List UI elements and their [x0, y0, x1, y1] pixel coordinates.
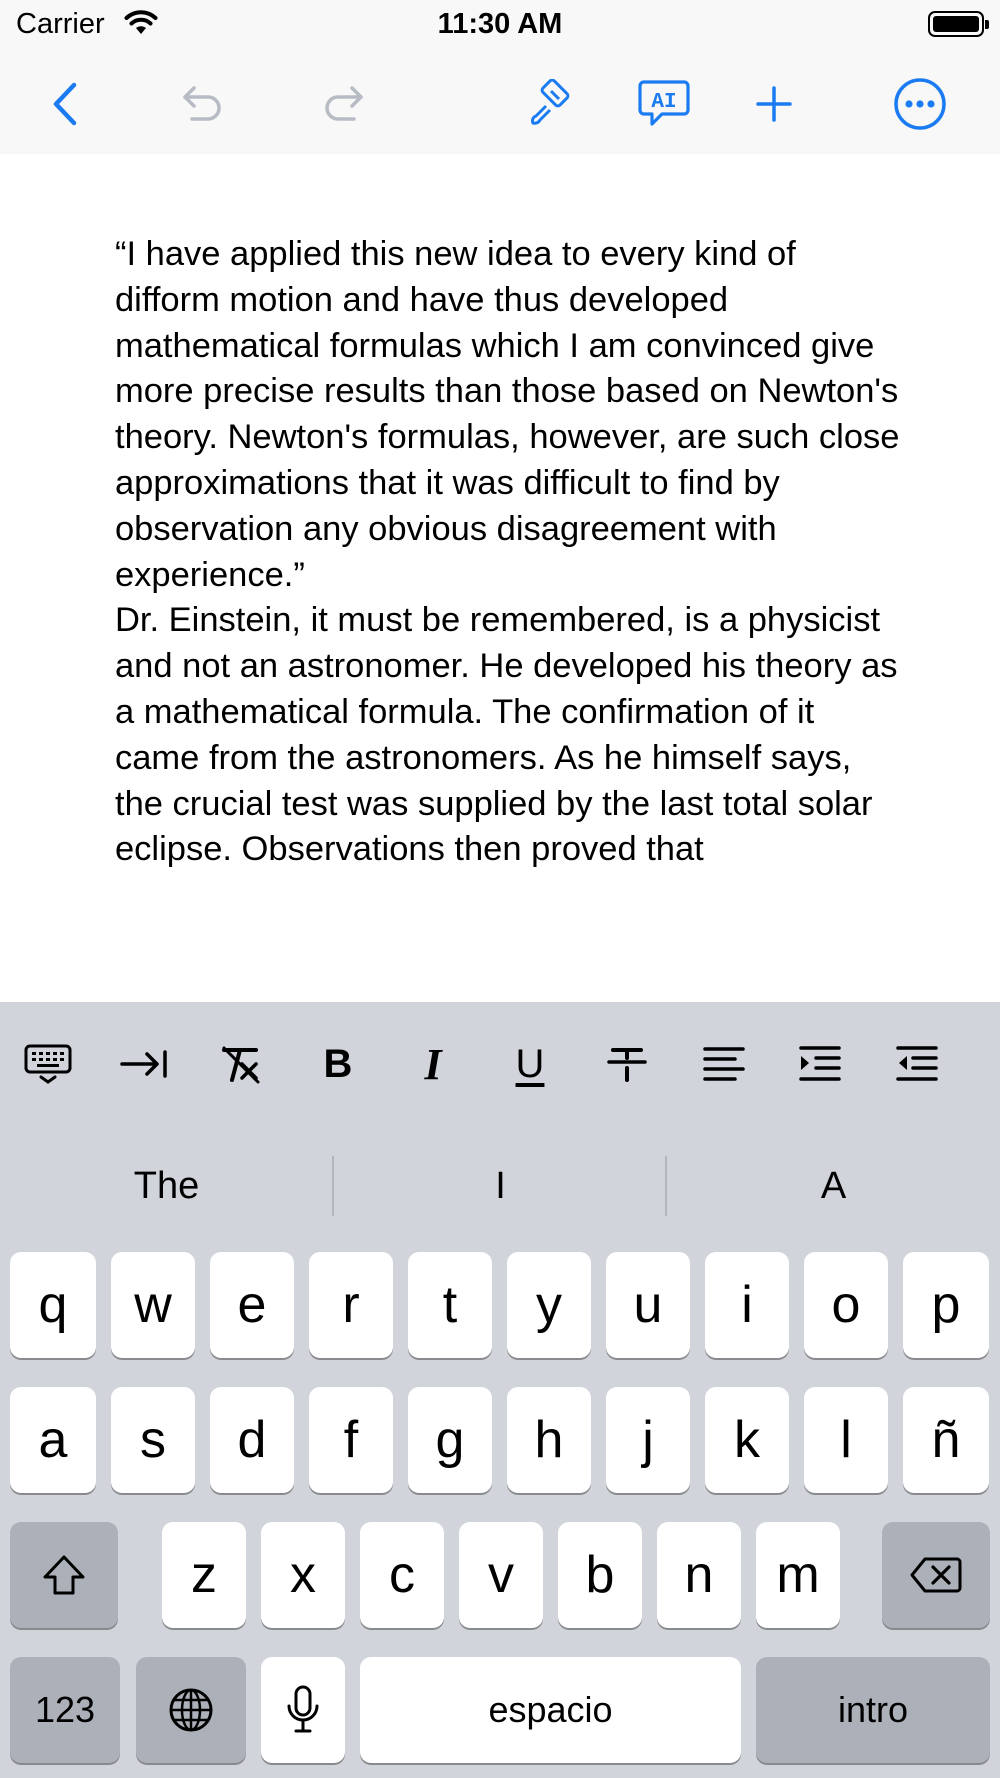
key-x[interactable]: x — [261, 1522, 345, 1628]
format-bar — [0, 1002, 1000, 1120]
svg-text:AI: AI — [651, 91, 677, 114]
paintbrush-icon — [523, 79, 573, 129]
key-z[interactable]: z — [162, 1522, 246, 1628]
ai-chat-icon — [636, 78, 692, 130]
return-key[interactable]: intro — [756, 1657, 990, 1763]
battery-icon — [928, 11, 984, 37]
suggestion-item[interactable]: The — [133, 1164, 200, 1207]
key-g[interactable]: g — [408, 1387, 492, 1493]
key-n-tilde[interactable]: ñ — [903, 1387, 989, 1493]
key-m[interactable]: m — [756, 1522, 840, 1628]
shift-key[interactable] — [10, 1522, 118, 1628]
indent-decrease-icon — [895, 1044, 939, 1084]
suggestion-item[interactable]: I — [495, 1164, 506, 1207]
add-button[interactable] — [742, 72, 806, 136]
keyboard-area — [0, 1002, 1000, 1778]
globe-icon — [167, 1686, 215, 1734]
microphone-icon — [285, 1684, 321, 1736]
suggestion-bar — [0, 1120, 1000, 1254]
tab-arrow-icon — [119, 1049, 169, 1079]
document-body[interactable] — [115, 232, 905, 873]
key-a[interactable]: a — [10, 1387, 96, 1493]
clear-formatting-icon — [218, 1044, 262, 1084]
shift-icon — [41, 1553, 87, 1597]
key-f[interactable]: f — [309, 1387, 393, 1493]
key-l[interactable]: l — [804, 1387, 888, 1493]
key-b[interactable]: b — [558, 1522, 642, 1628]
key-i[interactable]: i — [705, 1252, 789, 1358]
ellipsis-circle-icon — [893, 77, 947, 131]
suggestion-item[interactable]: A — [820, 1164, 847, 1207]
dismiss-keyboard-button[interactable] — [18, 1034, 78, 1094]
key-y[interactable]: y — [507, 1252, 591, 1358]
underline-button[interactable]: U — [515, 1041, 545, 1086]
key-j[interactable]: j — [606, 1387, 690, 1493]
plus-icon — [754, 84, 794, 124]
redo-icon — [322, 84, 366, 124]
paragraph[interactable]: “I have applied this new idea to every kind of difform motion and have thus developed mathematical formulas which I am convinced give more precise results than those based on Newton's theory. Newton's formulas, however, are such close approximations that it was difficult to find by observation any obvious disagreement with experience.” — [115, 235, 900, 594]
clear-formatting-button[interactable] — [210, 1034, 270, 1094]
editor-toolbar — [0, 52, 1000, 154]
key-t[interactable]: t — [408, 1252, 492, 1358]
key-r[interactable]: r — [309, 1252, 393, 1358]
key-w[interactable]: w — [111, 1252, 195, 1358]
ai-assistant-button[interactable] — [632, 72, 696, 136]
key-o[interactable]: o — [804, 1252, 888, 1358]
key-h[interactable]: h — [507, 1387, 591, 1493]
microphone-key[interactable] — [261, 1657, 345, 1763]
key-e[interactable]: e — [210, 1252, 294, 1358]
numbers-key[interactable]: 123 — [10, 1657, 120, 1763]
key-s[interactable]: s — [111, 1387, 195, 1493]
align-left-icon — [702, 1044, 746, 1084]
italic-button[interactable]: I — [424, 1039, 442, 1089]
key-u[interactable]: u — [606, 1252, 690, 1358]
bold-button[interactable]: B — [323, 1041, 353, 1086]
carrier-label: Carrier — [16, 8, 105, 40]
undo-button[interactable] — [170, 72, 234, 136]
key-c[interactable]: c — [360, 1522, 444, 1628]
tab-button[interactable] — [114, 1034, 174, 1094]
key-q[interactable]: q — [10, 1252, 96, 1358]
clock: 11:30 AM — [437, 8, 563, 40]
status-bar — [0, 0, 1000, 52]
key-n[interactable]: n — [657, 1522, 741, 1628]
redo-button[interactable] — [312, 72, 376, 136]
format-button[interactable] — [516, 72, 580, 136]
chevron-left-icon — [50, 81, 78, 127]
undo-icon — [180, 84, 224, 124]
globe-key[interactable] — [136, 1657, 246, 1763]
outdent-button[interactable] — [887, 1034, 947, 1094]
key-p[interactable]: p — [903, 1252, 989, 1358]
key-d[interactable]: d — [210, 1387, 294, 1493]
key-k[interactable]: k — [705, 1387, 789, 1493]
delete-key[interactable] — [882, 1522, 990, 1628]
align-button[interactable] — [694, 1034, 754, 1094]
strikethrough-icon — [605, 1044, 649, 1084]
document-editor[interactable] — [0, 154, 1000, 1002]
indent-increase-icon — [798, 1044, 842, 1084]
keyboard-dismiss-icon — [23, 1043, 73, 1085]
delete-backspace-icon — [909, 1555, 963, 1595]
strikethrough-button[interactable] — [597, 1034, 657, 1094]
more-button[interactable] — [888, 72, 952, 136]
indent-button[interactable] — [790, 1034, 850, 1094]
key-v[interactable]: v — [459, 1522, 543, 1628]
space-key[interactable]: espacio — [360, 1657, 741, 1763]
back-button[interactable] — [32, 72, 96, 136]
paragraph[interactable]: Dr. Einstein, it must be remembered, is a physicist and not an astronomer. He developed his theory as a mathematical formula. The confirmation of it came from the astronomers. As he himself says, the crucial test was supplied by the last total solar eclipse. Observations then proved that — [115, 601, 898, 869]
